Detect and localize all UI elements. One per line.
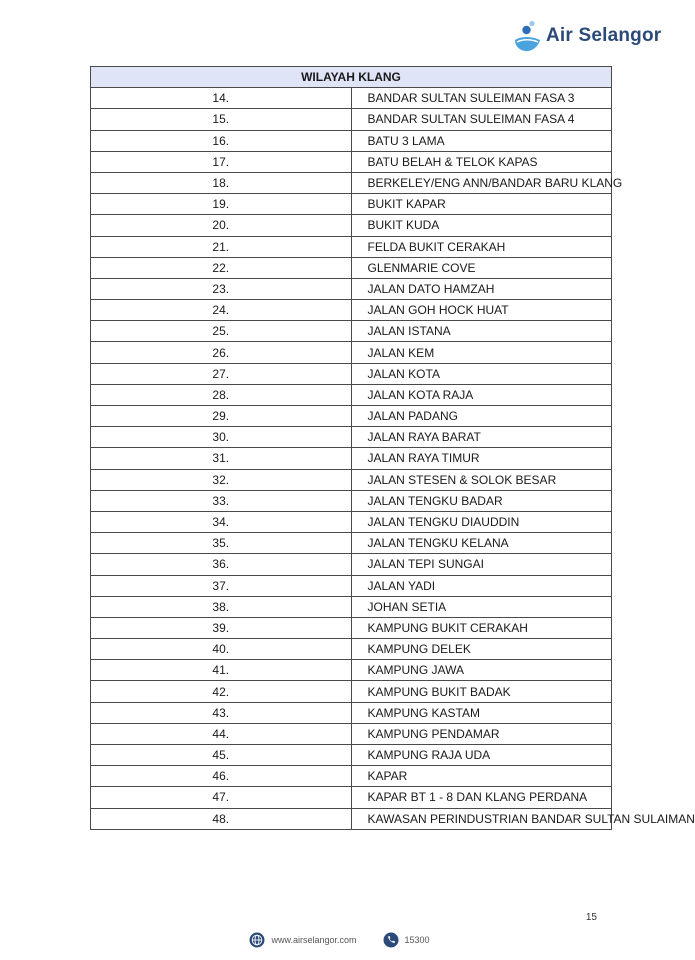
- table-row: [91, 321, 612, 342]
- table-row: [91, 723, 612, 744]
- area-name: JALAN DATO HAMZAH: [351, 278, 612, 299]
- table-row: [91, 342, 612, 363]
- area-name: BANDAR SULTAN SULEIMAN FASA 4: [351, 109, 612, 130]
- area-name: JALAN RAYA BARAT: [351, 427, 612, 448]
- areas-table: [90, 66, 695, 830]
- area-name: JALAN TENGKU BADAR: [351, 490, 612, 511]
- row-number: 25.: [91, 321, 352, 342]
- table-row: [91, 109, 612, 130]
- row-number: 19.: [91, 194, 352, 215]
- row-number: 44.: [91, 723, 352, 744]
- table-body: [91, 88, 695, 830]
- row-number: 14.: [91, 88, 352, 109]
- table-row: [91, 639, 612, 660]
- table-row: [91, 406, 612, 427]
- row-number: 41.: [91, 660, 352, 681]
- row-number: 42.: [91, 681, 352, 702]
- footer-phone[interactable]: [383, 932, 430, 948]
- table-row: [91, 745, 612, 766]
- area-name: JALAN GOH HOCK HUAT: [351, 300, 612, 321]
- table-row: [91, 469, 612, 490]
- row-number: 32.: [91, 469, 352, 490]
- area-name: KAPAR: [351, 766, 612, 787]
- air-selangor-logo: [512, 18, 661, 54]
- table-row: [91, 448, 612, 469]
- area-name: KAMPUNG BUKIT CERAKAH: [351, 617, 612, 638]
- area-name: BUKIT KUDA: [351, 215, 612, 236]
- table-row: [91, 130, 612, 151]
- area-name: KAMPUNG BUKIT BADAK: [351, 681, 612, 702]
- website-link[interactable]: www.airselangor.com: [271, 935, 357, 945]
- table-row: [91, 194, 612, 215]
- row-number: 24.: [91, 300, 352, 321]
- table-row: [91, 88, 612, 109]
- region-title: WILAYAH KLANG: [91, 67, 612, 88]
- row-number: 15.: [91, 109, 352, 130]
- table-row: [91, 151, 612, 172]
- row-number: 47.: [91, 787, 352, 808]
- table-row: [91, 554, 612, 575]
- phone-number[interactable]: 15300: [404, 935, 430, 945]
- footer-website[interactable]: [249, 932, 356, 948]
- table-row: [91, 808, 612, 829]
- table-row: [91, 702, 612, 723]
- row-number: 21.: [91, 236, 352, 257]
- table-row: [91, 427, 612, 448]
- area-name: GLENMARIE COVE: [351, 257, 612, 278]
- table-row: [91, 617, 612, 638]
- table-row: [91, 278, 612, 299]
- area-name: JALAN KOTA: [351, 363, 612, 384]
- row-number: 40.: [91, 639, 352, 660]
- area-name: KAMPUNG JAWA: [351, 660, 612, 681]
- row-number: 48.: [91, 808, 352, 829]
- area-name: JOHAN SETIA: [351, 596, 612, 617]
- row-number: 36.: [91, 554, 352, 575]
- area-name: KAMPUNG DELEK: [351, 639, 612, 660]
- area-name: JALAN KOTA RAJA: [351, 384, 612, 405]
- footer: [0, 931, 679, 949]
- table-row: [91, 681, 612, 702]
- area-name: FELDA BUKIT CERAKAH: [351, 236, 612, 257]
- row-number: 28.: [91, 384, 352, 405]
- table-row: [91, 533, 612, 554]
- table-header-row: [91, 67, 612, 88]
- row-number: 27.: [91, 363, 352, 384]
- area-name: JALAN TENGKU KELANA: [351, 533, 612, 554]
- area-name: BERKELEY/ENG ANN/BANDAR BARU KLANG: [351, 172, 612, 193]
- row-number: 31.: [91, 448, 352, 469]
- area-name: BANDAR SULTAN SULEIMAN FASA 3: [351, 88, 612, 109]
- table-row: [91, 236, 612, 257]
- row-number: 16.: [91, 130, 352, 151]
- area-name: JALAN PADANG: [351, 406, 612, 427]
- table-row: [91, 787, 612, 808]
- area-name: KAPAR BT 1 - 8 DAN KLANG PERDANA: [351, 787, 612, 808]
- row-number: 30.: [91, 427, 352, 448]
- table-row: [91, 300, 612, 321]
- globe-icon: [249, 932, 265, 948]
- row-number: 37.: [91, 575, 352, 596]
- area-name: KAWASAN PERINDUSTRIAN BANDAR SULTAN SULAIMAN: [351, 808, 612, 829]
- row-number: 39.: [91, 617, 352, 638]
- area-name: JALAN KEM: [351, 342, 612, 363]
- area-name: JALAN ISTANA: [351, 321, 612, 342]
- row-number: 26.: [91, 342, 352, 363]
- area-name: BUKIT KAPAR: [351, 194, 612, 215]
- table-row: [91, 257, 612, 278]
- table-row: [91, 596, 612, 617]
- area-name: JALAN TEPI SUNGAI: [351, 554, 612, 575]
- area-name: KAMPUNG RAJA UDA: [351, 745, 612, 766]
- row-number: 33.: [91, 490, 352, 511]
- table-row: [91, 511, 612, 532]
- row-number: 18.: [91, 172, 352, 193]
- area-name: KAMPUNG PENDAMAR: [351, 723, 612, 744]
- table-row: [91, 215, 612, 236]
- table-row: [91, 363, 612, 384]
- table-row: [91, 660, 612, 681]
- water-drop-icon: [512, 19, 542, 53]
- area-name: BATU BELAH & TELOK KAPAS: [351, 151, 612, 172]
- area-name: JALAN TENGKU DIAUDDIN: [351, 511, 612, 532]
- table-row: [91, 172, 612, 193]
- table-row: [91, 766, 612, 787]
- row-number: 38.: [91, 596, 352, 617]
- area-name: BATU 3 LAMA: [351, 130, 612, 151]
- area-name: JALAN RAYA TIMUR: [351, 448, 612, 469]
- row-number: 22.: [91, 257, 352, 278]
- row-number: 29.: [91, 406, 352, 427]
- area-name: KAMPUNG KASTAM: [351, 702, 612, 723]
- table-row: [91, 384, 612, 405]
- page-number: 15: [585, 912, 597, 923]
- table-row: [91, 490, 612, 511]
- row-number: 17.: [91, 151, 352, 172]
- area-name: JALAN YADI: [351, 575, 612, 596]
- row-number: 45.: [91, 745, 352, 766]
- area-name: JALAN STESEN & SOLOK BESAR: [351, 469, 612, 490]
- logo-wordmark: Air Selangor: [546, 25, 662, 46]
- row-number: 46.: [91, 766, 352, 787]
- row-number: 23.: [91, 278, 352, 299]
- row-number: 43.: [91, 702, 352, 723]
- table-row: [91, 575, 612, 596]
- phone-icon: [383, 932, 399, 948]
- row-number: 34.: [91, 511, 352, 532]
- row-number: 20.: [91, 215, 352, 236]
- row-number: 35.: [91, 533, 352, 554]
